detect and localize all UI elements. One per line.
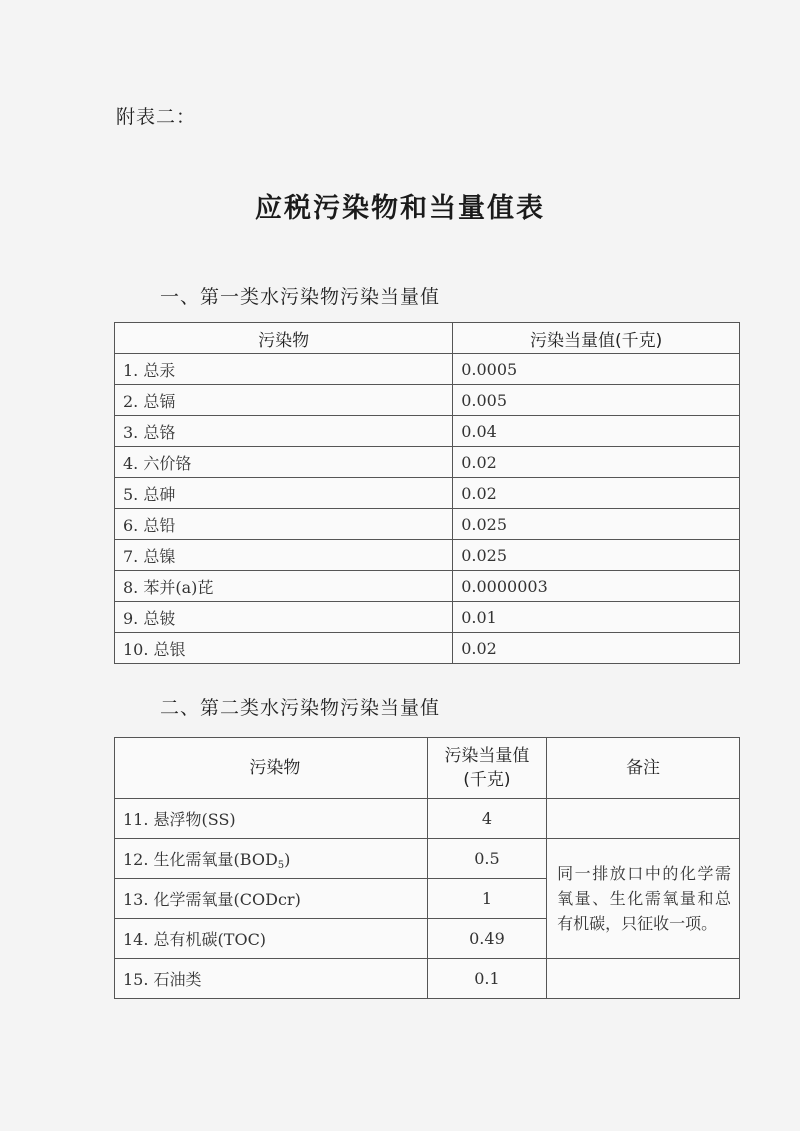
pollutant-name-close: ) bbox=[284, 849, 291, 869]
section-heading-1: 一、第一类水污染物污染当量值 bbox=[160, 286, 441, 308]
pollutant-name: 7. 总镍 bbox=[115, 540, 453, 571]
pollutant-name-main: 12. 生化需氧量(BOD bbox=[123, 849, 278, 869]
table-row bbox=[115, 540, 740, 571]
pollutant-name: 4. 六价铬 bbox=[115, 447, 453, 478]
table-class2-pollutants bbox=[114, 737, 740, 999]
section-heading-2: 二、第二类水污染物污染当量值 bbox=[160, 697, 441, 719]
table-header-row bbox=[115, 323, 740, 354]
equivalent-value: 0.02 bbox=[453, 633, 740, 664]
pollutant-name: 6. 总铅 bbox=[115, 509, 453, 540]
column-header-value bbox=[427, 738, 546, 799]
equivalent-value: 0.5 bbox=[427, 839, 546, 879]
table-row bbox=[115, 354, 740, 385]
subscript-5: 5 bbox=[277, 859, 285, 871]
pollutant-name: 10. 总银 bbox=[115, 633, 453, 664]
column-header-value: 污染当量值(千克) bbox=[453, 323, 740, 354]
note-cell-top bbox=[547, 799, 740, 839]
table-row bbox=[115, 416, 740, 447]
equivalent-value: 0.0000003 bbox=[453, 571, 740, 602]
equivalent-value: 0.02 bbox=[453, 478, 740, 509]
equivalent-value: 0.49 bbox=[427, 919, 546, 959]
table-row bbox=[115, 602, 740, 633]
table-row bbox=[115, 447, 740, 478]
pollutant-name: 13. 化学需氧量(CODcr) bbox=[115, 879, 428, 919]
equivalent-value: 0.005 bbox=[453, 385, 740, 416]
column-header-value-line1: 污染当量值 bbox=[444, 746, 530, 766]
pollutant-name: 9. 总铍 bbox=[115, 602, 453, 633]
table-class1-pollutants bbox=[114, 322, 740, 664]
pollutant-name: 5. 总砷 bbox=[115, 478, 453, 509]
equivalent-value: 0.025 bbox=[453, 540, 740, 571]
equivalent-value: 1 bbox=[427, 879, 546, 919]
table-row bbox=[115, 799, 740, 839]
pollutant-name: 14. 总有机碳(TOC) bbox=[115, 919, 428, 959]
equivalent-value: 0.01 bbox=[453, 602, 740, 633]
equivalent-value: 4 bbox=[427, 799, 546, 839]
table-row bbox=[115, 509, 740, 540]
table-row bbox=[115, 385, 740, 416]
note-cell: 同一排放口中的化学需氧量、生化需氧量和总有机碳，只征收一项。 bbox=[547, 839, 740, 959]
equivalent-value: 0.0005 bbox=[453, 354, 740, 385]
pollutant-name: 11. 悬浮物(SS) bbox=[115, 799, 428, 839]
pollutant-name: 3. 总铬 bbox=[115, 416, 453, 447]
table-row bbox=[115, 478, 740, 509]
pollutant-name: 2. 总镉 bbox=[115, 385, 453, 416]
page-title: 应税污染物和当量值表 bbox=[255, 193, 545, 224]
equivalent-value: 0.02 bbox=[453, 447, 740, 478]
table-row bbox=[115, 633, 740, 664]
column-header-pollutant: 污染物 bbox=[115, 323, 453, 354]
column-header-pollutant: 污染物 bbox=[115, 738, 428, 799]
appendix-label: 附表二： bbox=[116, 106, 197, 128]
table-row bbox=[115, 839, 740, 879]
equivalent-value: 0.025 bbox=[453, 509, 740, 540]
table-row bbox=[115, 959, 740, 999]
table-header-row bbox=[115, 738, 740, 799]
column-header-note: 备注 bbox=[547, 738, 740, 799]
column-header-value-line2: (千克) bbox=[463, 770, 511, 790]
equivalent-value: 0.1 bbox=[427, 959, 546, 999]
equivalent-value: 0.04 bbox=[453, 416, 740, 447]
pollutant-name: 15. 石油类 bbox=[115, 959, 428, 999]
pollutant-name: 8. 苯并(a)芘 bbox=[115, 571, 453, 602]
note-cell-bottom bbox=[547, 959, 740, 999]
pollutant-name bbox=[115, 839, 428, 879]
table-row bbox=[115, 571, 740, 602]
pollutant-name: 1. 总汞 bbox=[115, 354, 453, 385]
